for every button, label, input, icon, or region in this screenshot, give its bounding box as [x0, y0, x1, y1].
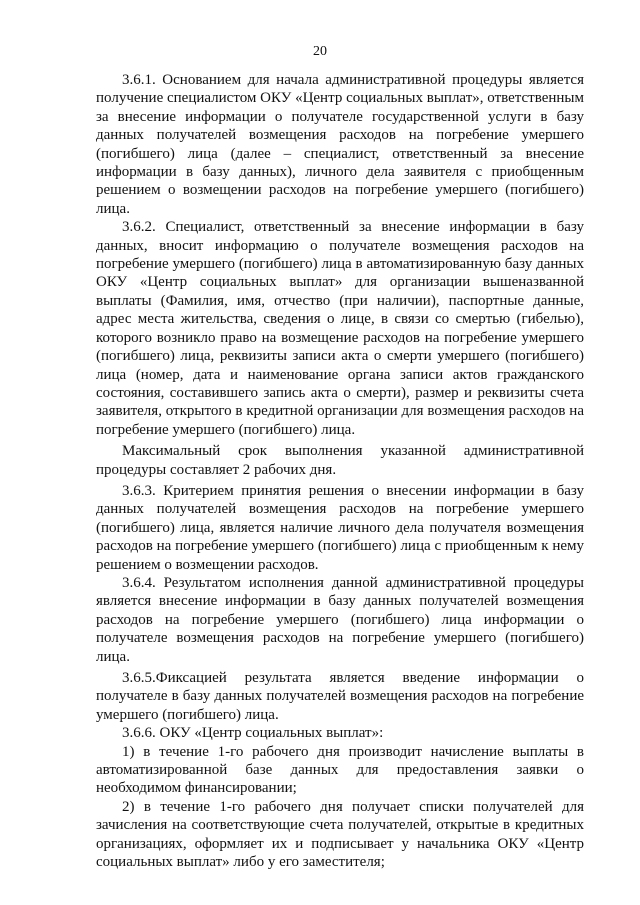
document-body	[96, 71, 584, 871]
paragraph-3-6-2: 3.6.2. Специалист, ответственный за внесение информации в базу данных, вносит информацию о получателе возмещения расходов на погребение умершего (погибшего) лица в автоматизированную базу данных ОКУ «Центр социальных выплат» для организации вышеназванной выплаты (Фамилия, имя, отчество (при наличии), паспортные данные, адрес места жительства, сведения о лице, в связи со смертью (гибелью), которого возникло право на возмещение расходов на погребение умершего (погибшего) лица, реквизиты записи акта о смерти умершего (погибшего) лица (номер, дата и наименование органа записи актов гражданского состояния, составившего запись акта о смерти), размер и реквизиты счета заявителя, открытого в кредитной организации для возмещения расходов на погребение умершего (погибшего) лица.	[96, 219, 584, 438]
paragraph-3-6-5: 3.6.5.Фиксацией результата является введение информации о получателе в базу данных получателей возмещения расходов на погребение умершего (погибшего) лица.	[96, 670, 584, 723]
paragraph-3-6-1: 3.6.1. Основанием для начала административной процедуры является получение специалистом ОКУ «Центр социальных выплат», ответственным за внесение информации о получателе государственной услуги в базу данных получателей возмещения расходов на погребение умершего (погибшего) лица (далее – специалист, ответственный за внесение информации в базу данных), личного дела заявителя с приобщенным решением о возмещении расходов на погребение умершего (погибшего) лица.	[96, 72, 584, 217]
paragraph-3-6-6: 3.6.6. ОКУ «Центр социальных выплат»:	[122, 725, 384, 742]
paragraph-max-term: Максимальный срок выполнения указанной административной процедуры составляет 2 рабочих дня.	[96, 443, 584, 478]
paragraph-3-6-3: 3.6.3. Критерием принятия решения о внесении информации в базу данных получателей возмещения расходов на погребение умершего (погибшего) лица, является наличие личного дела получателя возмещения расходов на погребение умершего (погибшего) лица с приобщенным к нему решением о возмещении расходов.	[96, 482, 584, 573]
list-item-2: 2) в течение 1-го рабочего дня получает списки получателей для зачисления на соответствующие счета получателей, открытые в кредитных организациях, оформляет их и подписывает у начальника ОКУ «Центр социальных выплат» либо у его заместителя;	[96, 798, 584, 871]
page-number: 20	[313, 44, 327, 59]
paragraph-3-6-4: 3.6.4. Результатом исполнения данной административной процедуры является внесение информации в базу данных получателей возмещения расходов на погребение умершего (погибшего) лица информации о получателе возмещения расходов на погребение умершего (погибшего) лица.	[96, 574, 584, 665]
list-item-1: 1) в течение 1-го рабочего дня производит начисление выплаты в автоматизированной базе данных для предоставления заявки о необходимом финансировании;	[96, 743, 584, 797]
